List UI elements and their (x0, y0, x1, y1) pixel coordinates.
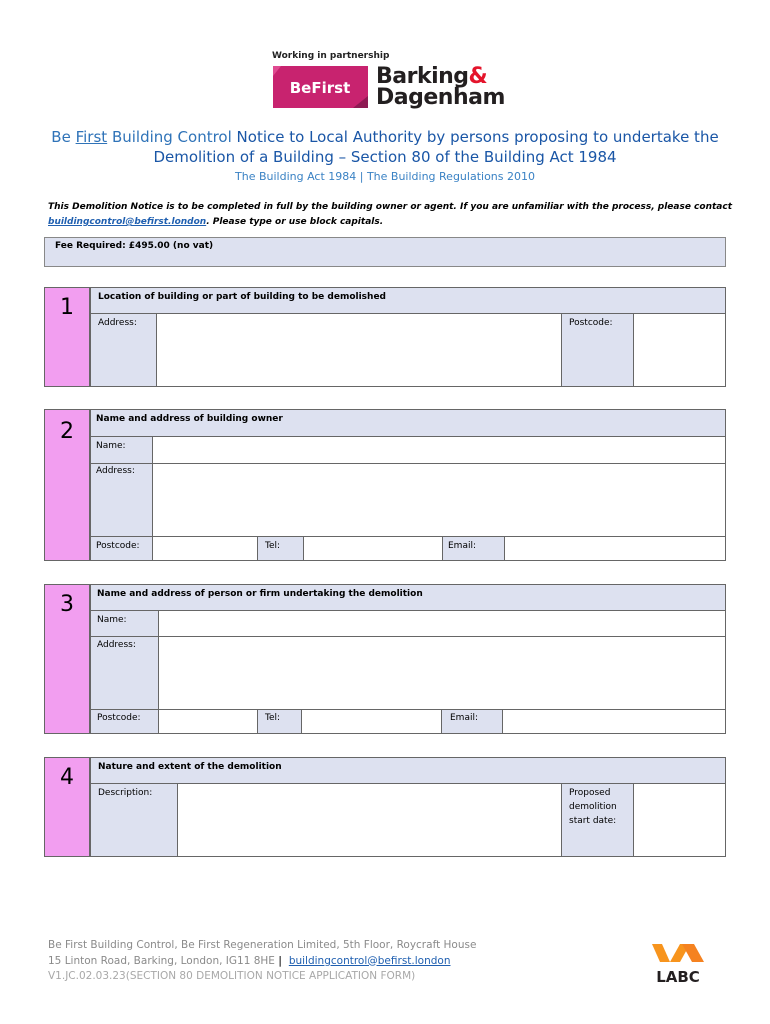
section-1-address-label: Address: (98, 318, 137, 328)
section-1-postcode-label: Postcode: (569, 318, 613, 328)
fee-text: Fee Required: £495.00 (no vat) (55, 241, 214, 251)
section-2-tel-label: Tel: (265, 541, 281, 551)
intro-email-link[interactable]: buildingcontrol@befirst.london (48, 217, 207, 227)
section-2-address-label: Address: (96, 466, 135, 476)
section-3-postcode-label: Postcode: (97, 713, 141, 723)
council-name-2: Dagenham (376, 85, 505, 110)
section-3-tel-label: Tel: (265, 713, 281, 723)
barking-dagenham-logo (376, 66, 505, 108)
section-4-date-label (569, 786, 617, 828)
section-4-description-input[interactable] (177, 783, 562, 857)
section-1-address-input[interactable] (156, 313, 562, 387)
footer-separator: | (278, 954, 283, 967)
section-3-number: 3 (60, 592, 74, 617)
council-amp: & (468, 64, 488, 89)
section-2-address-input[interactable] (152, 463, 726, 537)
section-3-address-input[interactable] (158, 636, 726, 710)
title-part-b: First (75, 128, 108, 146)
intro-text-2: . Please type or use block capitals. (206, 217, 384, 227)
section-3-address-label: Address: (97, 640, 136, 650)
labc-logo-text: LABC (656, 968, 700, 986)
section-4-date-label-1: Proposed (569, 788, 611, 798)
section-2-postcode-label: Postcode: (96, 541, 140, 551)
title-part-d: Notice to Local Authority by persons proposing to undertake the (236, 128, 719, 146)
section-2-name-label: Name: (96, 441, 126, 451)
intro-text-1: This Demolition Notice is to be completed in full by the building owner or agent. If you are unfamiliar with the process, please contact (48, 202, 732, 212)
title-part-c: Building Control (107, 128, 237, 146)
footer-line-1: Be First Building Control, Be First Regeneration Limited, 5th Floor, Roycraft House (48, 939, 477, 951)
page-subtitle: The Building Act 1984 | The Building Regulations 2010 (235, 170, 535, 183)
page-title (20, 127, 750, 167)
section-3-name-label: Name: (97, 615, 127, 625)
section-1-heading: Location of building or part of building to be demolished (98, 292, 386, 302)
section-2-tel-input[interactable] (303, 536, 443, 561)
section-4-date-input[interactable] (633, 783, 726, 857)
section-3-name-input[interactable] (158, 610, 726, 637)
section-4-date-label-2: demolition (569, 802, 617, 812)
section-4-heading: Nature and extent of the demolition (98, 762, 282, 772)
partnership-text: Working in partnership (272, 51, 390, 61)
council-name-1: Barking (376, 64, 469, 89)
section-4-date-label-3: start date: (569, 816, 617, 826)
section-2-email-label: Email: (448, 541, 477, 551)
section-2-name-input[interactable] (152, 436, 726, 464)
footer (48, 938, 476, 985)
section-2-postcode-input[interactable] (152, 536, 258, 561)
section-3-tel-input[interactable] (301, 709, 442, 734)
footer-line-3: V1.JC.02.03.23(SECTION 80 DEMOLITION NOTICE APPLICATION FORM) (48, 970, 416, 982)
intro-text (48, 200, 738, 230)
section-1-number: 1 (60, 295, 74, 320)
title-line-2: Demolition of a Building – Section 80 of the Building Act 1984 (153, 148, 617, 166)
section-4-description-label: Description: (98, 788, 153, 798)
footer-line-2: 15 Linton Road, Barking, London, IG11 8HE (48, 954, 279, 967)
footer-email-link[interactable]: buildingcontrol@befirst.london (288, 954, 451, 967)
section-3-email-input[interactable] (502, 709, 726, 734)
section-3-email-label: Email: (450, 713, 479, 723)
section-4-number: 4 (60, 765, 74, 790)
section-2-email-input[interactable] (504, 536, 726, 561)
befirst-logo (273, 66, 368, 108)
befirst-logo-text: BeFirst (289, 79, 351, 97)
section-2-heading: Name and address of building owner (96, 414, 283, 424)
title-part-a: Be (51, 128, 76, 146)
section-3-heading: Name and address of person or firm undertaking the demolition (97, 589, 423, 599)
labc-logo (650, 940, 706, 986)
section-1-postcode-input[interactable] (633, 313, 726, 387)
section-2-number: 2 (60, 419, 74, 444)
section-3-postcode-input[interactable] (158, 709, 258, 734)
